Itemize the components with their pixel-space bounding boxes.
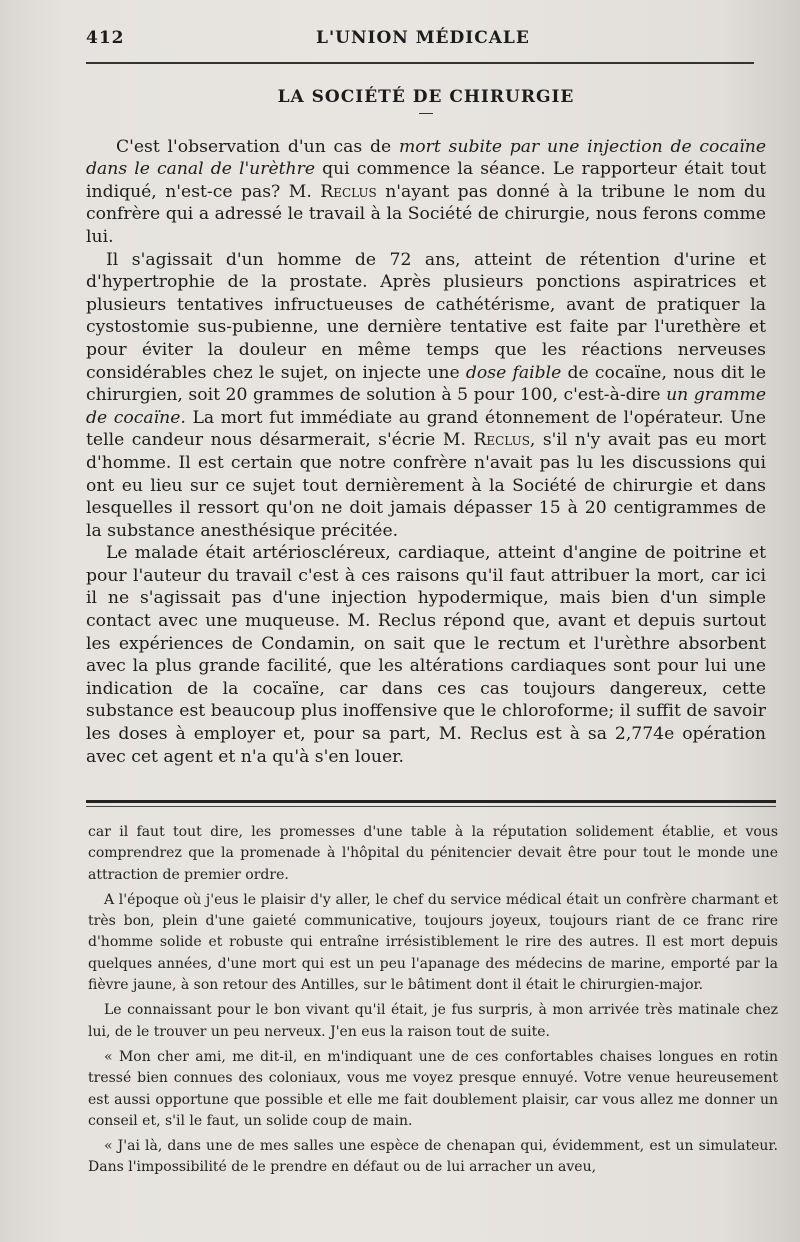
- text-run: La mort fut immédiate au grand étonnement de l'opérateur. Une telle candeur nous désarmerait, s'écrie M.: [86, 407, 766, 451]
- section-title: LA SOCIÉTÉ DE CHIRURGIE: [277, 87, 575, 107]
- text-run: Il s'agissait d'un homme de 72 ans, atteint de rétention d'urine et d'hypertrophie de la prostate. Après plusieurs ponctions aspiratrices et plusieurs tentatives infructueuses de cathétérisme, avant de pratiquer la cystostomie sus-pubienne, une dernière tentative est faite par l'urethère et pour éviter la douleur en même temps que les réactions nerveuses considérables chez le sujet, on injecte une: [86, 249, 766, 383]
- feuilleton-paragraph-2: A l'époque où j'eus le plaisir d'y aller, le chef du service médical était un confrère charmant et très bon, plein d'une gaieté communicative, toujours joyeux, toujours riant de ce franc rire d'homme solide et robuste qui entraîne irrésistiblement le rire des autres. Il est mort depuis quelques années, d'une mort qui est un peu l'apanage des médecins de marine, emporté par la fièvre jaune, à son retour des Antilles, sur le bâtiment dont il était le chirurgien-major.: [88, 891, 778, 994]
- feuilleton-text: [88, 822, 778, 1183]
- text-run: qui commence la séance. Le rapporteur était tout indiqué, n'est-ce pas? M.: [86, 159, 766, 202]
- italic-run: dose faible: [465, 362, 562, 383]
- journal-title: L'UNION MÉDICALE: [316, 28, 530, 48]
- feuilleton-paragraph-3: Le connaissant pour le bon vivant qu'il était, je fus surpris, à mon arrivée très matinale chez lui, de le trouver un peu nerveux. J'en eus la raison tout de suite.: [88, 1002, 778, 1040]
- paragraph-3: Le malade était artérioscléreux, cardiaque, atteint d'angine de poitrine et pour l'auteur du travail c'est à ces raisons qu'il faut attribuer la mort, car ici il ne s'agissait pas d'une injection hypodermique, mais bien d'un simple contact avec une muqueuse. M. Reclus répond que, avant et depuis surtout les expériences de Condamin, on sait que le rectum et l'urèthre absorbent avec la plus grande facilité, que les altérations cardiaques sont pour lui une indication de la cocaïne, car dans ces cas toujours dangereux, cette substance est beaucoup plus inoffensive que le chloroforme; il suffit de savoir les doses à employer et, pour sa part, M. Reclus est à sa 2,774e opération avec cet agent et n'a qu'à s'en louer.: [86, 543, 766, 767]
- feuilleton-separator: [86, 800, 776, 803]
- text-run: , s'il n'y avait pas eu mort d'homme. Il est certain que notre confrère n'avait pas lu les discussions qui ont eu lieu sur ce sujet tout dernièrement à la Société de chirurgie et dans lesquelles il ressort qu'on ne doit jamais dépasser 15 à 20 centigrammes de la substance anesthésique précitée.: [86, 430, 766, 541]
- paragraph-1: [86, 136, 766, 249]
- author-name: Reclus: [320, 181, 377, 202]
- page-number: 412: [86, 28, 125, 48]
- article-body: [86, 86, 766, 768]
- text-run: n'ayant pas donné à la tribune le nom du confrère qui a adressé le travail à la Société de chirurgie, nous ferons comme lui.: [86, 181, 766, 247]
- feuilleton-paragraph-1: car il faut tout dire, les promesses d'une table à la réputation solidement établie, et vous comprendrez que la promenade à l'hôpital du pénitencier devait être pour tout le monde une attraction de premier ordre.: [88, 824, 778, 883]
- running-head: [86, 28, 760, 56]
- italic-run: mort subite par une injection de cocaïne dans le canal de l'urèthre: [86, 136, 766, 180]
- header-rule: [86, 62, 754, 64]
- author-name: Reclus: [473, 430, 530, 451]
- feuilleton-separator-thin: [86, 806, 776, 807]
- feuilleton-paragraph-4: « Mon cher ami, me dit-il, en m'indiquant une de ces confortables chaises longues en rotin tressé bien connues des coloniaux, vous me voyez presque ennuyé. Votre venue heureusement est aussi opportune que possible et elle me fait doublement plaisir, car vous allez me donner un conseil et, s'il le faut, un solide coup de main.: [88, 1048, 778, 1129]
- title-dash: [419, 113, 433, 114]
- text-run: C'est l'observation d'un cas de: [116, 136, 399, 157]
- text-run: de cocaïne, nous dit le chirurgien, soit 20 grammes de solution à 5 pour 100, c'est-à-dire: [86, 362, 766, 406]
- italic-run: un gramme de cocaïne.: [86, 385, 766, 428]
- feuilleton-paragraph-5: « J'ai là, dans une de mes salles une espèce de chenapan qui, évidemment, est un simulateur. Dans l'impossibilité de le prendre en défaut ou de lui arracher un aveu,: [88, 1138, 778, 1176]
- paragraph-2: [86, 249, 766, 543]
